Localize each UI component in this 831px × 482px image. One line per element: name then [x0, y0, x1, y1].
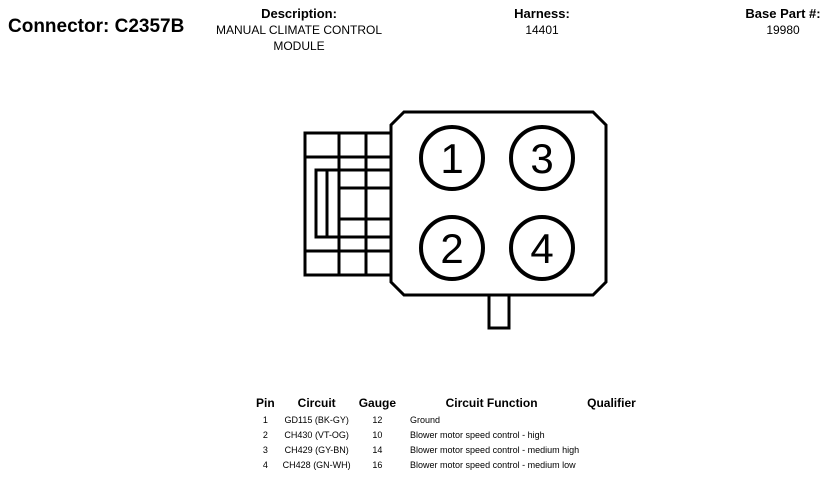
connector-key-tab	[489, 295, 509, 328]
cell-pin: 2	[262, 429, 268, 440]
table-row	[252, 442, 640, 457]
pin-table-header	[252, 396, 640, 412]
cell-gauge: 16	[372, 459, 383, 470]
pin-cavity-1	[421, 127, 483, 189]
table-row	[252, 412, 640, 427]
description-line-1: MANUAL CLIMATE CONTROL	[215, 23, 383, 37]
pin-table	[252, 396, 640, 472]
cell-gauge: 10	[372, 429, 383, 440]
cell-circuit: CH428 (GN-WH)	[282, 459, 351, 470]
cell-function: Blower motor speed control - high	[410, 429, 545, 440]
pin-cavity-4	[511, 217, 573, 279]
cell-pin: 3	[262, 444, 268, 455]
description-line-2: MODULE	[273, 39, 325, 53]
cell-gauge: 14	[372, 444, 383, 455]
cell-function: Ground	[410, 414, 441, 425]
pin-label-1: 1	[440, 135, 464, 182]
cell-circuit: CH429 (GY-BN)	[284, 444, 349, 455]
base-part-value: 19980	[766, 23, 800, 37]
harness-value: 14401	[525, 23, 559, 37]
cell-pin: 1	[262, 414, 268, 425]
cell-pin: 4	[262, 459, 268, 470]
connector-body	[391, 112, 606, 295]
col-header-function: Circuit Function	[445, 396, 538, 410]
cell-function: Blower motor speed control - medium high	[410, 444, 580, 455]
harness-label: Harness:	[514, 6, 570, 21]
cell-circuit: CH430 (VT-OG)	[284, 429, 349, 440]
description-label: Description:	[261, 6, 337, 21]
table-row	[252, 427, 640, 442]
cell-qualifier	[583, 442, 640, 457]
cell-gauge: 12	[372, 414, 383, 425]
cell-qualifier	[583, 427, 640, 442]
connector-title: Connector: C2357B	[8, 16, 185, 37]
cell-qualifier	[583, 412, 640, 427]
connector-latch	[305, 133, 391, 275]
pin-label-3: 3	[530, 135, 554, 182]
pin-cavity-3	[511, 127, 573, 189]
col-header-circuit: Circuit	[297, 396, 336, 410]
pin-label-4: 4	[530, 225, 554, 272]
col-header-qualifier: Qualifier	[587, 396, 636, 410]
col-header-gauge: Gauge	[358, 396, 397, 410]
col-header-pin: Pin	[256, 396, 275, 410]
pin-label-2: 2	[440, 225, 464, 272]
cell-function: Blower motor speed control - medium low	[410, 459, 576, 470]
cell-circuit: GD115 (BK-GY)	[284, 414, 349, 425]
cell-qualifier	[583, 457, 640, 472]
table-row	[252, 457, 640, 472]
base-part-label: Base Part #:	[745, 6, 821, 21]
pin-cavity-2	[421, 217, 483, 279]
